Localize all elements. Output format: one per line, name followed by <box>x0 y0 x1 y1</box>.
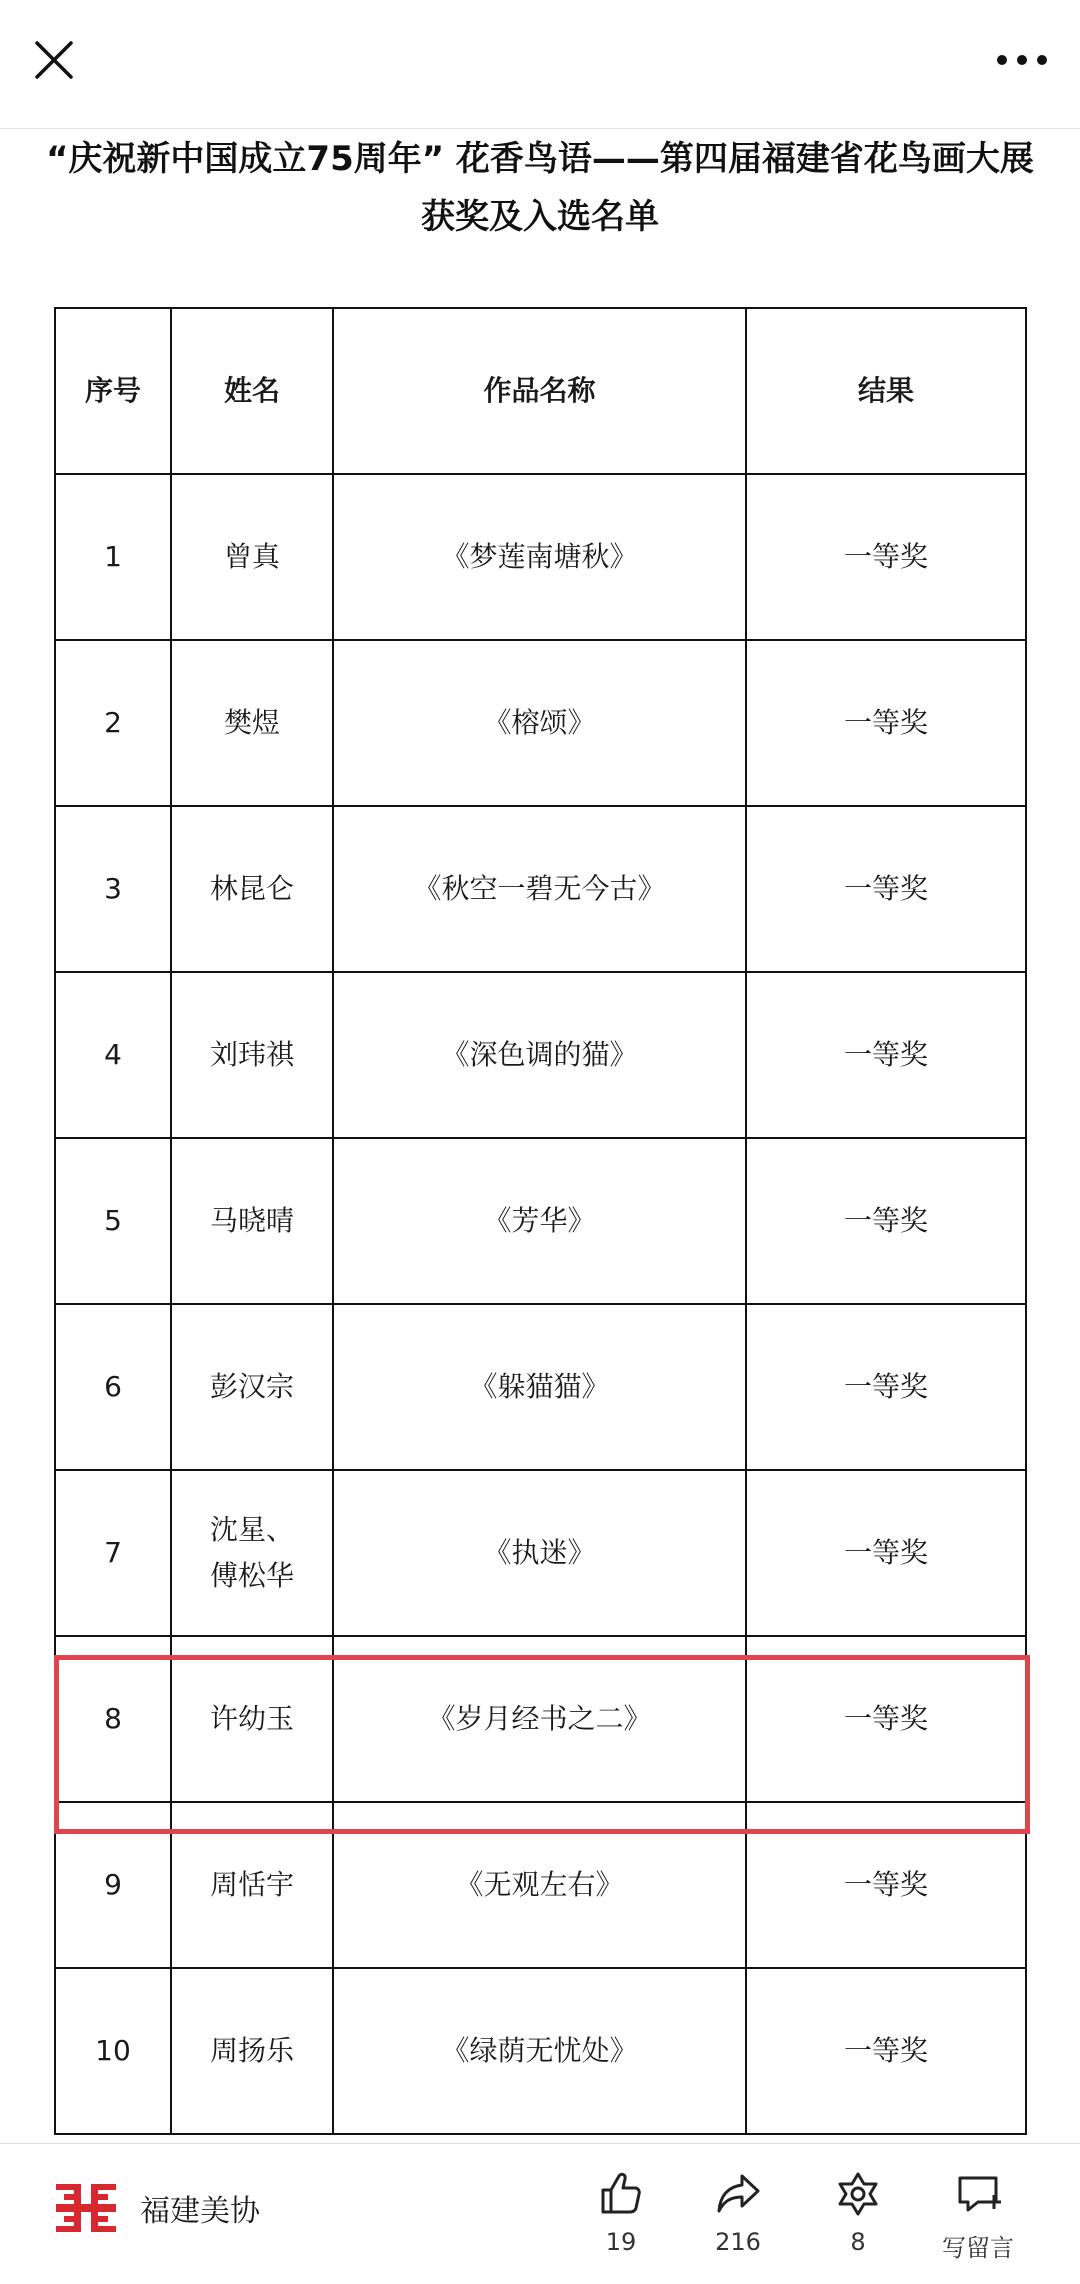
cell-work-title: 《绿荫无忧处》 <box>333 1968 746 2134</box>
table-header-row <box>55 308 1026 474</box>
cell-result: 一等奖 <box>746 972 1026 1138</box>
header-name: 姓名 <box>171 308 333 474</box>
cell-result: 一等奖 <box>746 1636 1026 1802</box>
cell-result: 一等奖 <box>746 474 1026 640</box>
cell-work-title: 《岁月经书之二》 <box>333 1636 746 1802</box>
table-row <box>55 806 1026 972</box>
cell-name-line-2: 傅松华 <box>209 1559 294 1592</box>
awards-table-container[interactable] <box>54 307 1027 2143</box>
bottom-bar <box>0 2143 1080 2284</box>
cell-name: 马晓晴 <box>171 1138 333 1304</box>
table-row <box>55 972 1026 1138</box>
cell-number: 5 <box>55 1138 171 1304</box>
table-row-highlighted <box>55 1636 1026 1802</box>
like-count: 19 <box>605 2228 637 2256</box>
table-row <box>55 1802 1026 1968</box>
top-bar <box>0 0 1080 129</box>
cell-name <box>171 1470 333 1636</box>
cell-result: 一等奖 <box>746 1968 1026 2134</box>
cell-result: 一等奖 <box>746 640 1026 806</box>
cell-result: 一等奖 <box>746 806 1026 972</box>
cell-number: 1 <box>55 474 171 640</box>
share-count: 216 <box>715 2228 761 2256</box>
account-name: 福建美协 <box>140 2194 260 2229</box>
cell-name: 樊煜 <box>171 640 333 806</box>
cell-number: 3 <box>55 806 171 972</box>
cell-number: 8 <box>55 1636 171 1802</box>
table-row <box>55 474 1026 640</box>
wow-count: 8 <box>850 2228 866 2256</box>
table-row <box>55 640 1026 806</box>
like-button[interactable] <box>566 2170 676 2256</box>
cell-number: 2 <box>55 640 171 806</box>
wow-flower-icon <box>834 2170 882 2218</box>
share-arrow-icon <box>714 2170 762 2218</box>
cell-work-title: 《执迷》 <box>333 1470 746 1636</box>
cell-number: 9 <box>55 1802 171 1968</box>
account-brand[interactable] <box>56 2182 260 2234</box>
close-icon <box>34 40 74 80</box>
write-comment-button[interactable] <box>920 2170 1036 2263</box>
cell-result: 一等奖 <box>746 1802 1026 1968</box>
cell-number: 7 <box>55 1470 171 1636</box>
header-work-title: 作品名称 <box>333 308 746 474</box>
wow-button[interactable] <box>803 2170 913 2256</box>
cell-number: 4 <box>55 972 171 1138</box>
table-row <box>55 1304 1026 1470</box>
cell-name: 刘玮祺 <box>171 972 333 1138</box>
cell-name: 林昆仑 <box>171 806 333 972</box>
article-title-line-2: 获奖及入选名单 <box>421 197 659 237</box>
cell-name: 彭汉宗 <box>171 1304 333 1470</box>
table-row <box>55 1470 1026 1636</box>
cell-result: 一等奖 <box>746 1304 1026 1470</box>
more-dots-icon <box>996 54 1048 66</box>
cell-work-title: 《芳华》 <box>333 1138 746 1304</box>
more-options-button[interactable] <box>986 28 1058 92</box>
cell-number: 6 <box>55 1304 171 1470</box>
cell-result: 一等奖 <box>746 1138 1026 1304</box>
cell-work-title: 《梦莲南塘秋》 <box>333 474 746 640</box>
cell-work-title: 《深色调的猫》 <box>333 972 746 1138</box>
write-comment-label: 写留言 <box>942 2234 1014 2262</box>
awards-table <box>54 307 1027 2135</box>
cell-name: 许幼玉 <box>171 1636 333 1802</box>
article-title <box>40 130 1040 246</box>
fujian-artists-logo-icon <box>56 2182 116 2234</box>
header-result: 结果 <box>746 308 1026 474</box>
close-button[interactable] <box>22 28 86 92</box>
table-row <box>55 1138 1026 1304</box>
cell-work-title: 《躲猫猫》 <box>333 1304 746 1470</box>
comment-plus-icon <box>954 2170 1002 2218</box>
cell-name-line-1: 沈星、 <box>209 1513 294 1546</box>
cell-name: 周恬宇 <box>171 1802 333 1968</box>
cell-name: 曾真 <box>171 474 333 640</box>
header-number: 序号 <box>55 308 171 474</box>
cell-work-title: 《秋空一碧无今古》 <box>333 806 746 972</box>
cell-work-title: 《榕颂》 <box>333 640 746 806</box>
article-title-line-1: “庆祝新中国成立75周年” 花香鸟语——第四届福建省花鸟画大展 <box>46 139 1034 179</box>
cell-number: 10 <box>55 1968 171 2134</box>
cell-work-title: 《无观左右》 <box>333 1802 746 1968</box>
thumbs-up-icon <box>597 2170 645 2218</box>
share-button[interactable] <box>683 2170 793 2256</box>
table-row <box>55 1968 1026 2134</box>
cell-name: 周扬乐 <box>171 1968 333 2134</box>
cell-result: 一等奖 <box>746 1470 1026 1636</box>
